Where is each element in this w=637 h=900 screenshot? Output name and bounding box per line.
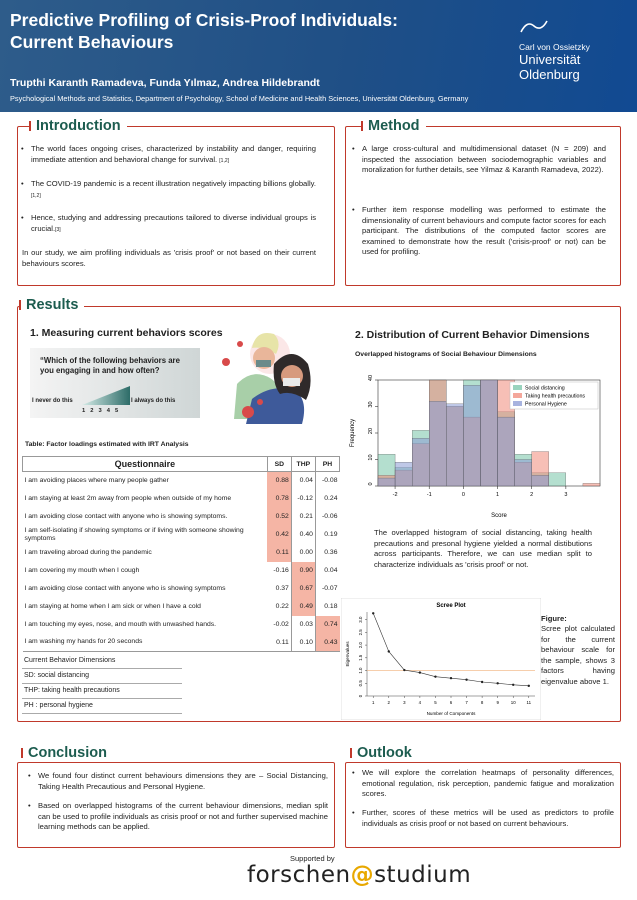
table-row xyxy=(23,598,340,616)
cell-ph: 0.18 xyxy=(324,603,338,610)
cell-item: I am avoiding places where many people gather xyxy=(24,476,169,484)
scale-3: 3 xyxy=(98,408,102,414)
cell-item: I am covering my mouth when I cough xyxy=(24,566,140,574)
dimension-legend xyxy=(22,654,182,714)
y-tick-label: 1.0 xyxy=(358,667,363,674)
affiliation: Psychological Methods and Statistics, Department of Psychology, School of Medicine and Health Sciences, Universität Oldenburg, Germany xyxy=(10,94,469,103)
header-thp: THP xyxy=(291,457,315,472)
scree-point xyxy=(372,612,374,614)
section-2-title: 2. Distribution of Current Behavior Dimensions xyxy=(355,329,590,341)
sponsor-logo xyxy=(247,862,471,888)
x-axis-label: Number of Components xyxy=(426,711,476,716)
scree-title: Scree Plot xyxy=(436,603,466,609)
y-tick-label: 2.0 xyxy=(358,642,363,649)
legend-entry: Taking health precautions xyxy=(525,393,586,400)
table-body xyxy=(23,472,340,652)
table-header-row xyxy=(23,457,340,472)
scale-2: 2 xyxy=(90,408,94,414)
table-caption: Table: Factor loadings estimated with IRT Analysis xyxy=(25,441,189,448)
cell-thp: 0.00 xyxy=(291,544,315,562)
x-tick-label: -2 xyxy=(392,492,398,498)
histogram-bar xyxy=(515,460,532,487)
scree-point xyxy=(434,675,436,677)
scree-point xyxy=(450,677,452,679)
cell-thp: 0.49 xyxy=(291,598,315,616)
x-tick-label: 9 xyxy=(496,700,499,705)
scale-numbers xyxy=(82,408,118,414)
y-tick-label: 0 xyxy=(358,694,363,698)
masked-people-illustration xyxy=(212,324,317,428)
y-tick-label: 20 xyxy=(368,427,374,435)
legend-entry: Personal Hygiene xyxy=(525,401,567,408)
legend-thp: THP: taking health precautions xyxy=(22,684,182,699)
cell-thp: 0.21 xyxy=(291,508,315,526)
university-logo-icon xyxy=(519,18,549,34)
x-tick-label: -1 xyxy=(426,492,432,498)
cell-item: I am traveling abroad during the pandemic xyxy=(24,548,152,556)
cell-thp: 0.04 xyxy=(291,472,315,490)
x-tick-label: 6 xyxy=(449,700,453,705)
x-axis-label: Score xyxy=(491,513,507,519)
method-bullet-2: • Further item response modelling was performed to estimate the dimensionality of current behaviours and compute factor scores for each participant. The distributions of the computed factor scores are examined to demonstrate how the result ('crisis-proof' or not) can be used for profiling. xyxy=(362,205,606,258)
y-tick-label: 1.5 xyxy=(358,654,363,661)
intro-bullet-2: • The COVID-19 pandemic is a recent illustration negatively impacting billions globally.[1,2] xyxy=(31,179,316,201)
table-row xyxy=(23,490,340,508)
table-row xyxy=(23,616,340,634)
cell-sd: -0.02 xyxy=(273,621,289,628)
histogram-bar xyxy=(446,404,463,486)
x-tick-label: 8 xyxy=(480,700,484,705)
method-bullet-1: • A large cross-cultural and multidimensional dataset (N = 209) and inspected the association between sociodemographic variables and moralization for further details, see Yilmaz & Karanth Ramadeva, 2022). xyxy=(362,144,606,176)
histogram-description: The overlapped histogram of social distancing, taking health precautions and presonal hygiene yielded a normal distibutions across participants. Therefore, we can use median split to characterize individuals as 'crisis proof' or not. xyxy=(374,528,592,569)
table-row xyxy=(23,544,340,562)
authors: Trupthi Karanth Ramadeva, Funda Yılmaz, Andrea Hildebrandt xyxy=(10,77,320,89)
legend-swatch xyxy=(513,401,522,406)
histogram-bar xyxy=(412,438,429,486)
x-tick-label: 3 xyxy=(564,492,568,498)
header-ph: PH xyxy=(315,457,339,472)
sponsor-left: forschen xyxy=(247,862,351,888)
method-title: Method xyxy=(362,118,426,134)
cell-ph: 0.24 xyxy=(324,495,338,502)
cell-sd: 0.11 xyxy=(267,634,291,652)
scale-1: 1 xyxy=(82,408,86,414)
poster-title: Predictive Profiling of Crisis-Proof Individuals: Current Behaviours xyxy=(10,10,398,52)
cell-thp: -0.12 xyxy=(291,490,315,508)
cell-sd: 0.22 xyxy=(275,603,289,610)
histogram-bar xyxy=(395,462,412,486)
y-tick-label: 40 xyxy=(368,374,374,382)
conclusion-bullet-1: • We found four distinct current behaviours dimensions they are – Social Distancing, Taking Health Precautious and Personal Hygiene. xyxy=(38,771,328,792)
legend-swatch xyxy=(513,385,522,390)
histogram-bar xyxy=(583,483,600,486)
scale-5: 5 xyxy=(114,408,119,414)
cell-item: I am avoiding close contact with anyone who is showing symptoms. xyxy=(24,512,228,520)
scree-plot xyxy=(341,598,541,720)
scree-point xyxy=(512,684,514,686)
introduction-title: Introduction xyxy=(30,118,127,134)
scree-point xyxy=(388,650,390,652)
table-row xyxy=(23,562,340,580)
scree-point xyxy=(403,669,405,671)
cell-sd: 0.42 xyxy=(267,526,291,544)
y-axis-label: Eigenvalues xyxy=(345,641,350,667)
x-tick-label: 10 xyxy=(510,700,516,705)
sponsor-at-icon: @ xyxy=(350,862,375,888)
table-row xyxy=(23,508,340,526)
results-title: Results xyxy=(20,297,84,313)
question-text: “Which of the following behaviors are you engaging in and how often? xyxy=(40,356,180,375)
cell-item: I am staying at home when I am sick or when I have a cold xyxy=(24,602,201,610)
intro-bullet-3: • Hence, studying and addressing precautions tailored to diverse individual groups is crucial.[3] xyxy=(31,213,316,235)
scree-point xyxy=(481,681,483,683)
outlook-bullet-2: • Further, scores of these metrics will be used as predictors to profile individuals as crisis proof or not based on current behaviours. xyxy=(362,808,614,829)
never-label: I never do this xyxy=(32,398,73,404)
cell-thp: 0.10 xyxy=(291,634,315,652)
cell-thp: 0.90 xyxy=(291,562,315,580)
cell-ph: 0.74 xyxy=(315,616,339,634)
cell-item: I am washing my hands for 20 seconds xyxy=(23,634,268,652)
cell-item: I am staying at least 2m away from people when outside of my home xyxy=(24,494,232,502)
x-tick-label: 2 xyxy=(530,492,534,498)
sponsor-right: studium xyxy=(374,862,472,888)
header-questionnaire: Questionnaire xyxy=(23,457,268,472)
table-row xyxy=(23,526,340,544)
table-row xyxy=(23,634,340,652)
cell-item: I am touching my eyes, nose, and mouth with unwashed hands. xyxy=(24,620,217,628)
y-tick-label: 0 xyxy=(368,482,374,486)
table-row xyxy=(23,472,340,490)
table-row xyxy=(23,580,340,598)
scree-point xyxy=(528,685,530,687)
y-axis-label: Frequency xyxy=(350,418,356,448)
scale-4: 4 xyxy=(106,408,110,414)
factor-loadings-table xyxy=(22,456,340,652)
cell-ph: 0.36 xyxy=(324,549,338,556)
x-tick-label: 1 xyxy=(496,492,500,498)
cell-sd: 0.88 xyxy=(267,472,291,490)
cell-sd: -0.16 xyxy=(273,567,289,574)
cell-item: I am self-isolating if showing symptoms or if living with someone showing symptoms xyxy=(24,526,244,542)
x-tick-label: 2 xyxy=(387,700,391,705)
legend-title: Current Behavior Dimensions xyxy=(22,654,182,669)
histogram-bar xyxy=(429,401,446,486)
cell-thp: 0.67 xyxy=(291,580,315,598)
section-1-title: 1. Measuring current behaviors scores xyxy=(30,327,223,339)
cell-sd: 0.78 xyxy=(267,490,291,508)
y-tick-label: 10 xyxy=(368,454,374,461)
histogram-bar xyxy=(463,385,480,486)
histogram-bar xyxy=(549,473,566,486)
intro-bullet-1: • The world faces ongoing crises, characterized by instability and danger, requiring immediate attention and behavioral change for survival. [1,2] xyxy=(31,144,316,166)
histogram-bar xyxy=(532,475,549,486)
conclusion-bullet-2: • Based on overlapped histograms of the current behaviour dimensions, median split can be used to profile individuals as crisis proof or not and further supervised machine learning methods can be applied. xyxy=(38,801,328,833)
legend-sd: SD: social distancing xyxy=(22,669,182,684)
cell-ph: -0.07 xyxy=(322,585,338,592)
intro-paragraph: In our study, we aim profiling individuals as 'crisis proof' or not based on their current behaviours scores. xyxy=(22,248,316,268)
y-tick-label: 0.5 xyxy=(358,680,363,687)
y-tick-label: 3.0 xyxy=(358,616,363,623)
x-tick-label: 3 xyxy=(403,700,406,705)
x-tick-label: 7 xyxy=(465,700,468,705)
scree-point xyxy=(465,679,467,681)
conclusion-title: Conclusion xyxy=(22,745,113,761)
cell-ph: 0.04 xyxy=(324,567,338,574)
poster-header xyxy=(0,0,637,112)
cell-item: I am avoiding close contact with anyone who is showing symptoms xyxy=(24,584,226,592)
cell-ph: -0.08 xyxy=(322,477,338,485)
x-tick-label: 11 xyxy=(526,700,532,705)
university-logo: Carl von Ossietzky Universität Oldenburg xyxy=(519,42,590,82)
scree-point xyxy=(496,682,498,684)
x-tick-label: 1 xyxy=(371,700,375,705)
always-label: I always do this xyxy=(131,398,176,404)
histogram-bar xyxy=(378,478,395,486)
legend-swatch xyxy=(513,393,522,398)
supported-by: Supported by xyxy=(290,854,335,863)
scree-point xyxy=(419,671,421,673)
histogram-bar xyxy=(498,417,515,486)
cell-ph: 0.43 xyxy=(315,634,339,652)
figure-label: Figure: xyxy=(541,614,567,623)
cell-ph: -0.06 xyxy=(322,513,338,520)
legend-ph: PH : personal hygiene xyxy=(22,699,182,714)
cell-sd: 0.37 xyxy=(275,585,289,592)
histogram-bar xyxy=(480,380,497,486)
header-sd: SD xyxy=(267,457,291,472)
histogram-legend xyxy=(510,382,598,409)
outlook-bullet-1: • We will explore the correlation heatmaps of personality differences, emotional regulation, risk perception, pandemic fatigue and moralization scores. xyxy=(362,768,614,800)
x-tick-label: 4 xyxy=(418,700,422,705)
x-tick-label: 5 xyxy=(434,700,437,705)
cell-thp: 0.03 xyxy=(291,616,315,634)
histogram-heading: Overlapped histograms of Social Behaviour Dimensions xyxy=(355,351,537,358)
cell-ph: 0.19 xyxy=(324,531,338,538)
figure-caption: Scree plot calculated for the current behaviour scale for the sample, shows 3 factors having eigenvalue above 1. xyxy=(541,624,615,686)
outlook-title: Outlook xyxy=(351,745,418,761)
histogram-chart xyxy=(342,370,610,520)
y-tick-label: 2.5 xyxy=(358,629,363,636)
legend-entry: Social distancing xyxy=(525,385,565,392)
cell-thp: 0.40 xyxy=(291,526,315,544)
cell-sd: 0.52 xyxy=(267,508,291,526)
x-tick-label: 0 xyxy=(461,492,465,498)
cell-sd: 0.11 xyxy=(267,544,291,562)
y-tick-label: 30 xyxy=(368,401,374,408)
